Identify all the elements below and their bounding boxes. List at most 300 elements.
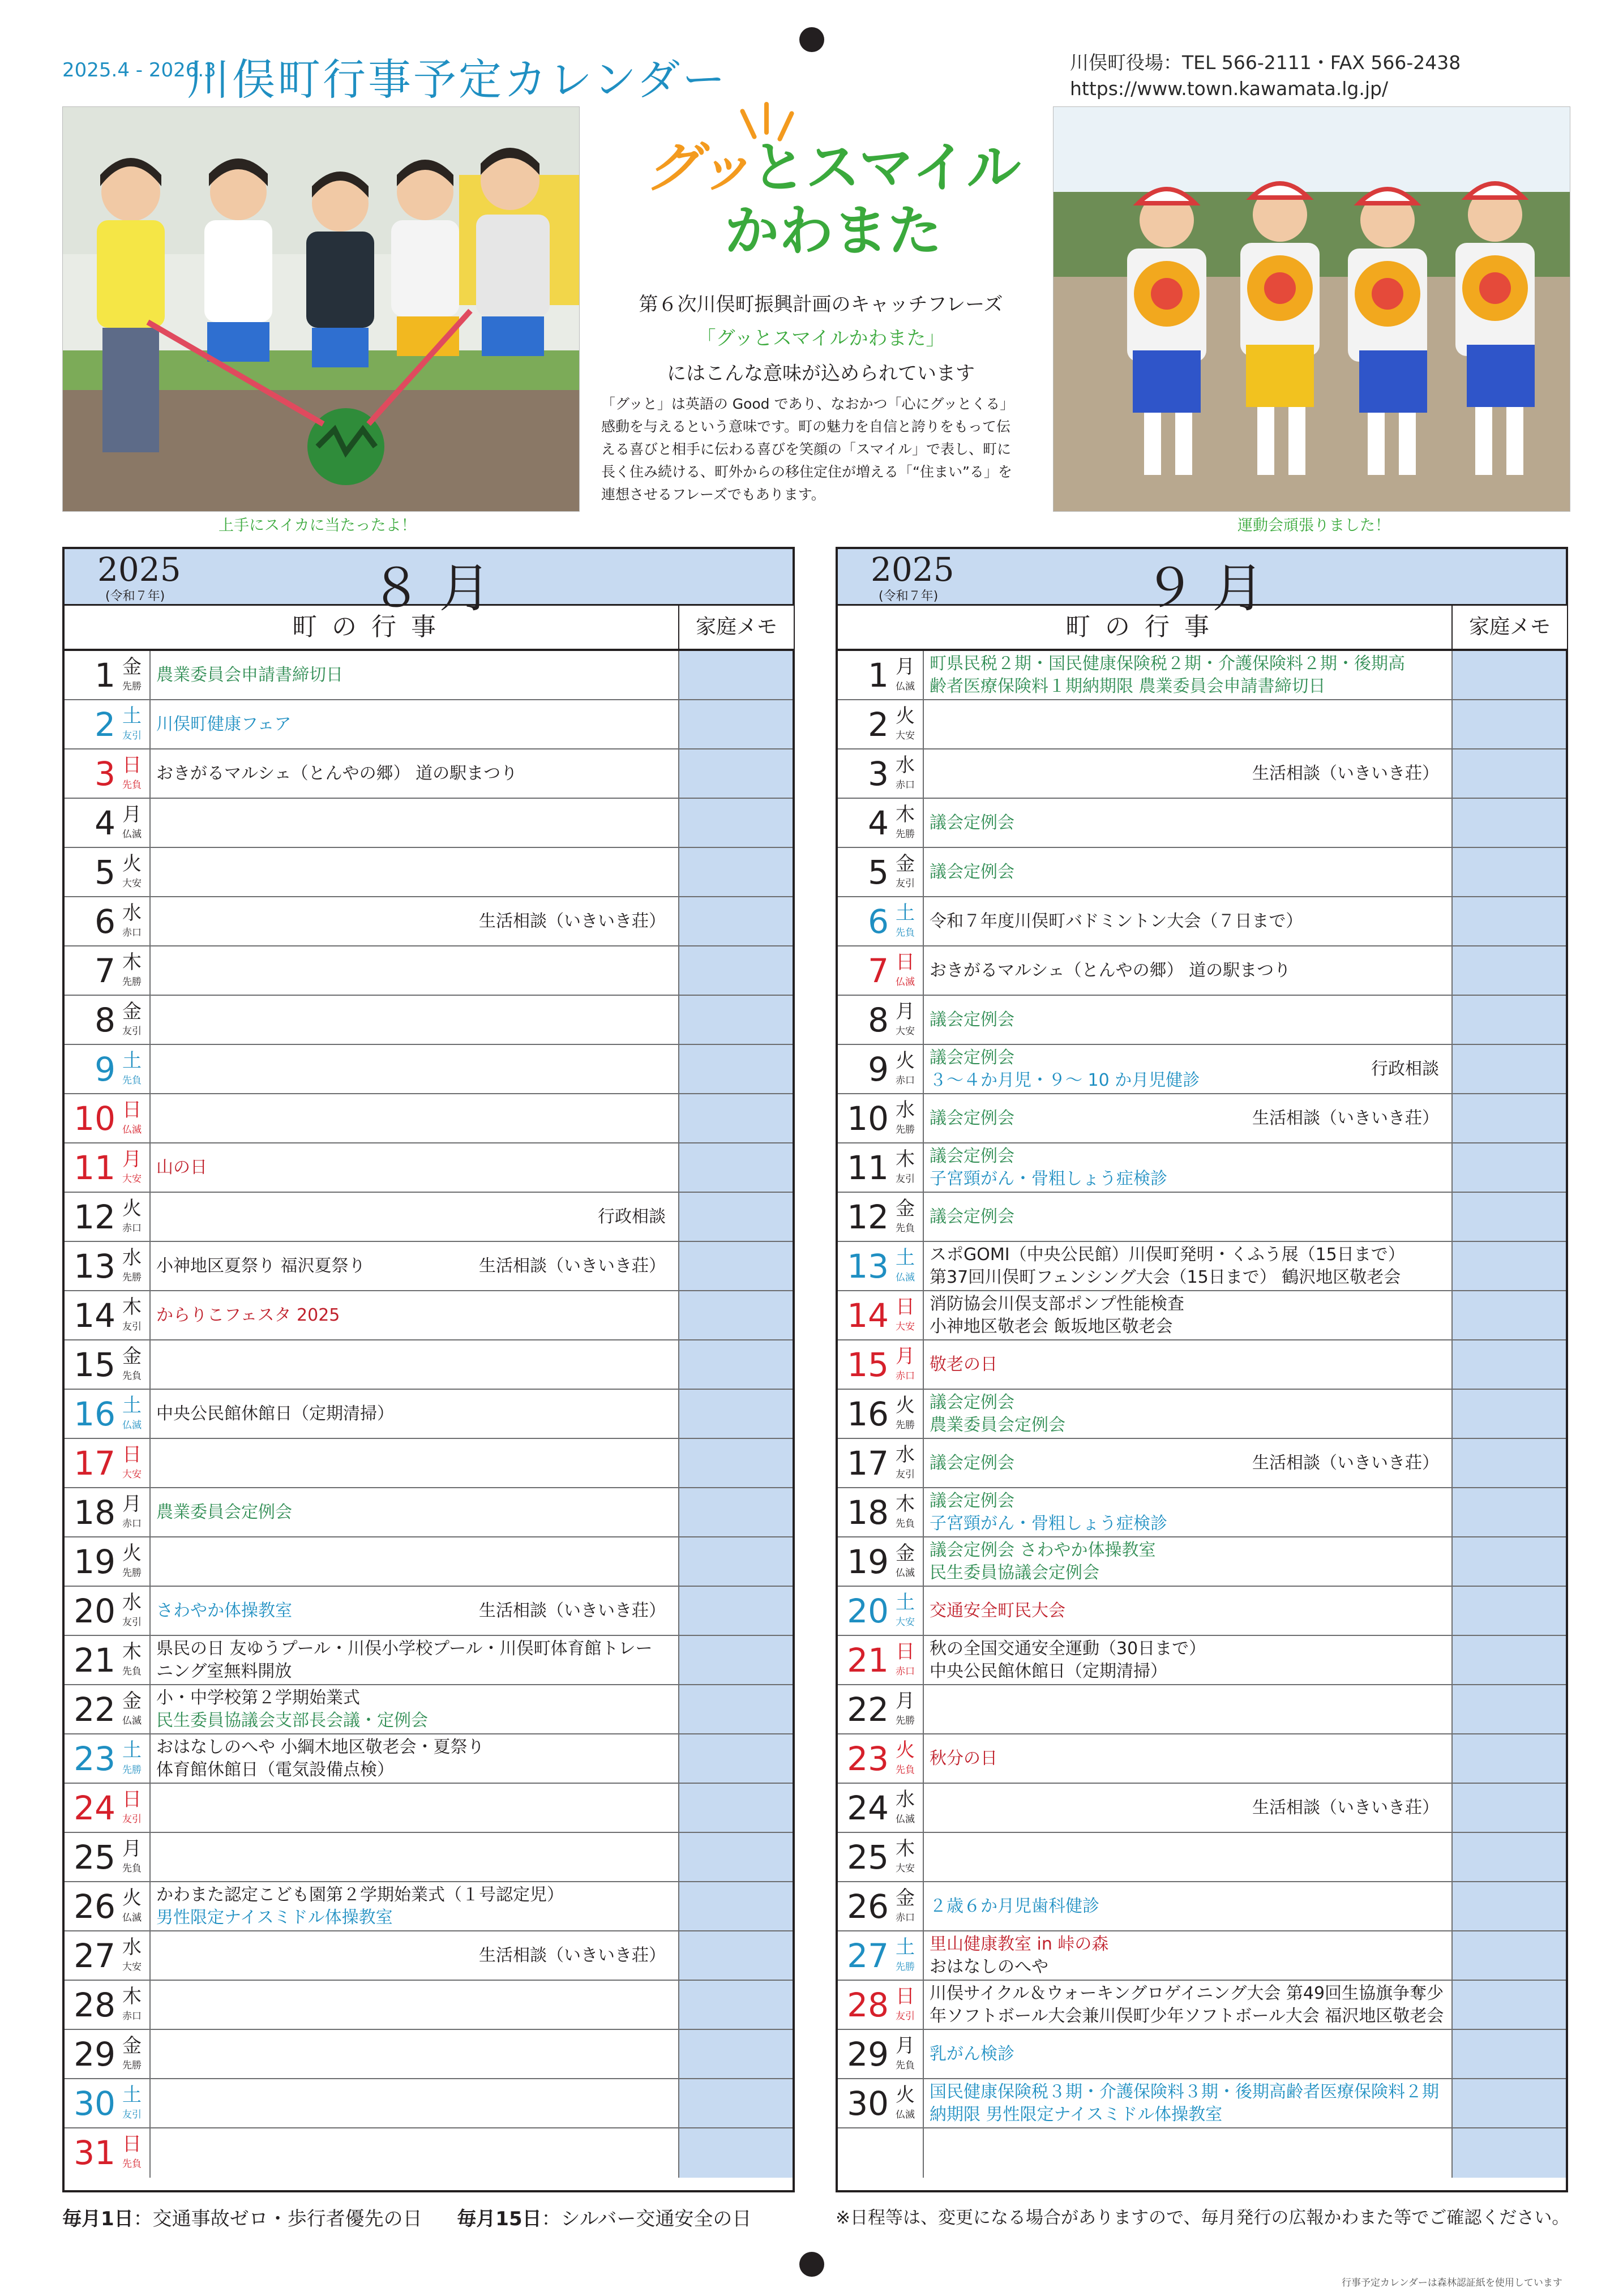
day-events <box>930 946 1445 995</box>
memo-cell[interactable] <box>1451 1587 1566 1635</box>
memo-cell[interactable] <box>678 1537 793 1586</box>
weekday-label: 火 <box>122 853 142 875</box>
calendar-day-row <box>838 1784 1566 1833</box>
day-events <box>156 1291 671 1339</box>
rokuyo-label: 先負 <box>122 779 142 791</box>
day-number: 30 <box>74 2084 115 2123</box>
day-number: 12 <box>74 1198 115 1236</box>
calendar-day-row <box>838 1636 1566 1685</box>
memo-cell[interactable] <box>678 1636 793 1684</box>
day-number: 17 <box>847 1444 889 1483</box>
memo-cell[interactable] <box>1451 1439 1566 1487</box>
day-events <box>156 1685 671 1733</box>
event-line: おきがるマルシェ（とんやの郷） 道の駅まつり <box>156 763 518 783</box>
day-events <box>930 848 1445 896</box>
day-separator <box>923 1833 924 1881</box>
memo-cell[interactable] <box>1451 1931 1566 1980</box>
day-separator <box>923 1587 924 1635</box>
rokuyo-label: 友引 <box>896 1469 915 1480</box>
rokuyo-label: 仏滅 <box>122 1715 142 1727</box>
memo-cell[interactable] <box>1451 848 1566 896</box>
day-events <box>156 1587 671 1635</box>
office-info <box>1070 50 1461 102</box>
memo-cell[interactable] <box>678 2079 793 2127</box>
day-separator <box>923 897 924 945</box>
day-number: 27 <box>74 1937 115 1975</box>
calendar-day-row <box>65 1242 793 1291</box>
rokuyo-label: 赤口 <box>896 1075 915 1086</box>
day-separator <box>923 1734 924 1783</box>
memo-cell[interactable] <box>678 1833 793 1881</box>
paper-note: 行事予定カレンダーは森林認証紙を使用しています <box>1342 2277 1562 2289</box>
memo-cell[interactable] <box>1451 1833 1566 1881</box>
day-separator <box>923 799 924 847</box>
memo-cell[interactable] <box>678 996 793 1044</box>
rokuyo-label: 友引 <box>122 730 142 742</box>
day-separator <box>149 1636 151 1684</box>
memo-cell[interactable] <box>678 1094 793 1142</box>
rokuyo-label: 先勝 <box>122 1567 142 1579</box>
day-number: 12 <box>847 1198 889 1236</box>
rokuyo-label: 大安 <box>122 878 142 889</box>
day-number: 31 <box>74 2134 115 2172</box>
day-events <box>930 1833 1445 1881</box>
memo-cell[interactable] <box>678 1784 793 1832</box>
day-separator <box>923 2079 924 2127</box>
memo-cell[interactable] <box>678 1193 793 1241</box>
desc-line: 「グッと」は英語の Good であり、なおかつ「心にグッとくる」 <box>601 396 1014 412</box>
day-separator <box>149 1340 151 1389</box>
day-events <box>930 1931 1445 1980</box>
weekday-label: 土 <box>896 902 915 924</box>
day-separator <box>149 799 151 847</box>
calendar-month: ９ 月 <box>1144 558 1265 619</box>
day-events <box>156 1636 671 1684</box>
calendar-day-row <box>65 651 793 700</box>
memo-cell[interactable] <box>678 1981 793 2029</box>
catchphrase-line3: にはこんな意味が込められています <box>667 362 975 385</box>
memo-cell[interactable] <box>1451 1882 1566 1930</box>
day-events <box>930 749 1445 798</box>
weekday-label: 木 <box>122 951 142 974</box>
column-memo-label: 家庭メモ <box>1451 606 1567 649</box>
memo-cell[interactable] <box>678 1439 793 1487</box>
memo-cell[interactable] <box>678 749 793 798</box>
calendar-year: 2025 <box>97 550 181 589</box>
rokuyo-label: 仏滅 <box>122 1124 142 1136</box>
rokuyo-label: 先勝 <box>896 829 915 840</box>
calendar-day-row <box>65 1143 793 1193</box>
calendar-day-row <box>838 1931 1566 1981</box>
day-events <box>156 1143 671 1192</box>
memo-cell[interactable] <box>1451 700 1566 748</box>
weekday-label: 日 <box>896 1640 915 1663</box>
memo-cell[interactable] <box>1451 2128 1566 2178</box>
event-line: 農業委員会定例会 <box>930 1415 1065 1435</box>
rokuyo-label: 先負 <box>122 1666 142 1677</box>
calendar-day-row <box>838 1587 1566 1636</box>
day-events <box>930 1685 1445 1733</box>
weekday-label: 金 <box>896 1542 915 1565</box>
day-events <box>930 2128 1445 2178</box>
photo-children-watermelon-image <box>63 107 579 511</box>
day-events <box>930 1784 1445 1832</box>
day-separator <box>923 996 924 1044</box>
memo-cell[interactable] <box>678 1291 793 1339</box>
day-events <box>156 996 671 1044</box>
day-events <box>156 1734 671 1783</box>
day-number: 2 <box>95 705 115 744</box>
weekday-label: 水 <box>122 902 142 924</box>
weekday-label: 水 <box>896 754 915 777</box>
memo-cell[interactable] <box>1451 651 1566 699</box>
weekday-label: 火 <box>896 1394 915 1417</box>
day-number: 16 <box>847 1395 889 1433</box>
calendar-day-row <box>65 700 793 749</box>
calendar-day-row <box>65 1439 793 1488</box>
event-line: 納期限 男性限定ナイスミドル体操教室 <box>930 2104 1223 2124</box>
rokuyo-label: 先勝 <box>896 1961 915 1973</box>
weekday-label: 土 <box>122 1394 142 1417</box>
event-line: 議会定例会 <box>930 1047 1014 1068</box>
memo-cell[interactable] <box>678 946 793 995</box>
rokuyo-label: 先負 <box>896 2060 915 2071</box>
slogan-part3: かわまた <box>725 199 942 263</box>
day-separator <box>149 1882 151 1930</box>
weekday-label: 日 <box>122 754 142 777</box>
day-events <box>156 1833 671 1881</box>
event-line: 齢者医療保険料１期納期限 農業委員会申請書締切日 <box>930 676 1326 696</box>
day-separator <box>149 946 151 995</box>
day-events <box>156 2128 671 2178</box>
day-events <box>156 946 671 995</box>
day-number: 28 <box>74 1986 115 2024</box>
day-separator <box>149 749 151 798</box>
office-url[interactable]: https://www.town.kawamata.lg.jp/ <box>1070 78 1389 100</box>
weekday-label: 木 <box>896 803 915 826</box>
calendar-day-row <box>838 1488 1566 1537</box>
day-number: 18 <box>847 1493 889 1532</box>
day-events <box>156 799 671 847</box>
rokuyo-label: 仏滅 <box>896 1567 915 1579</box>
day-number: 25 <box>847 1838 889 1877</box>
event-line: 議会定例会 <box>930 1146 1014 1166</box>
rokuyo-label: 赤口 <box>896 1370 915 1382</box>
memo-cell[interactable] <box>1451 897 1566 945</box>
memo-cell[interactable] <box>678 651 793 699</box>
day-events <box>156 1193 671 1241</box>
event-line: 議会定例会 <box>930 812 1014 833</box>
day-separator <box>149 651 151 699</box>
day-events <box>930 1882 1445 1930</box>
memo-cell[interactable] <box>678 799 793 847</box>
day-separator <box>149 897 151 945</box>
day-events <box>156 1094 671 1142</box>
rokuyo-label: 大安 <box>896 1026 915 1037</box>
day-number: 9 <box>868 1050 889 1089</box>
memo-cell[interactable] <box>678 2030 793 2078</box>
calendar-day-row <box>65 799 793 848</box>
day-separator <box>149 1537 151 1586</box>
event-line: 農業委員会申請書締切日 <box>156 665 343 685</box>
rokuyo-label: 先勝 <box>122 1764 142 1776</box>
catchphrase-line1: 第６次川俣町振興計画のキャッチフレーズ <box>639 293 1003 316</box>
calendar-era: (令和７年) <box>105 589 165 603</box>
rokuyo-label: 仏滅 <box>122 829 142 840</box>
slogan-spark-mark <box>764 102 769 135</box>
event-line: 議会定例会 <box>930 862 1014 882</box>
rokuyo-label: 仏滅 <box>122 1420 142 1431</box>
footer-day1-text: ：交通事故ゼロ・歩行者優先の日 <box>133 2208 422 2230</box>
day-separator <box>923 1636 924 1684</box>
day-events <box>930 1340 1445 1389</box>
memo-cell[interactable] <box>1451 1734 1566 1783</box>
memo-cell[interactable] <box>1451 749 1566 798</box>
memo-cell[interactable] <box>678 1931 793 1980</box>
event-line: おきがるマルシェ（とんやの郷） 道の駅まつり <box>930 960 1291 980</box>
memo-cell[interactable] <box>1451 1537 1566 1586</box>
memo-cell[interactable] <box>1451 2079 1566 2127</box>
calendar-day-row <box>838 799 1566 848</box>
rokuyo-label: 大安 <box>896 1617 915 1628</box>
calendar-day-row <box>838 1981 1566 2030</box>
slogan-spark-mark <box>739 108 757 140</box>
memo-cell[interactable] <box>1451 1193 1566 1241</box>
calendar-day-row <box>838 1094 1566 1143</box>
day-events <box>156 1439 671 1487</box>
weekday-label: 土 <box>896 1591 915 1614</box>
footer-day1-label: 毎月1日 <box>62 2208 134 2230</box>
day-number: 26 <box>74 1887 115 1926</box>
calendar-day-row <box>838 848 1566 897</box>
memo-cell[interactable] <box>1451 1143 1566 1192</box>
day-separator <box>923 1340 924 1389</box>
day-separator <box>923 1045 924 1093</box>
memo-cell[interactable] <box>678 1340 793 1389</box>
day-separator <box>149 1143 151 1192</box>
day-number: 2 <box>868 705 889 744</box>
day-separator <box>149 1193 151 1241</box>
calendar-header <box>65 549 793 619</box>
event-line: ２歳６か月児歯科健診 <box>930 1896 1099 1916</box>
column-headers <box>838 606 1566 651</box>
rokuyo-label: 仏滅 <box>896 1272 915 1283</box>
memo-cell[interactable] <box>1451 1094 1566 1142</box>
day-number: 11 <box>847 1149 889 1187</box>
consultation-label: 生活相談（いきいき荘） <box>479 1600 666 1621</box>
memo-cell[interactable] <box>678 1882 793 1930</box>
column-memo-label: 家庭メモ <box>678 606 794 649</box>
caption-left: 上手にスイカに当たったよ！ <box>219 517 417 534</box>
rokuyo-label: 先負 <box>122 1863 142 1874</box>
event-line: 民生委員協議会支部長会議・定例会 <box>156 1710 428 1730</box>
day-separator <box>923 1439 924 1487</box>
day-events <box>930 2030 1445 2078</box>
calendar-day-row <box>838 1734 1566 1784</box>
memo-cell[interactable] <box>678 700 793 748</box>
day-separator <box>923 1537 924 1586</box>
event-line: ３～４か月児・９～ 10 か月児健診 <box>930 1070 1200 1090</box>
weekday-label: 火 <box>896 1739 915 1762</box>
consultation-label: 生活相談（いきいき荘） <box>1252 1108 1439 1128</box>
rokuyo-label: 友引 <box>122 1026 142 1037</box>
day-separator <box>149 700 151 748</box>
memo-cell[interactable] <box>1451 1390 1566 1438</box>
memo-cell[interactable] <box>1451 946 1566 995</box>
event-line: 消防協会川俣支部ポンプ性能検査 <box>930 1293 1184 1314</box>
event-line: 小神地区敬老会 飯坂地区敬老会 <box>930 1316 1173 1337</box>
day-separator <box>149 848 151 896</box>
day-events <box>156 1931 671 1980</box>
rokuyo-label: 仏滅 <box>896 2109 915 2121</box>
day-separator <box>149 1045 151 1093</box>
memo-cell[interactable] <box>1451 1242 1566 1290</box>
day-number: 22 <box>847 1690 889 1729</box>
weekday-label: 木 <box>896 1493 915 1515</box>
memo-cell[interactable] <box>678 1045 793 1093</box>
weekday-label: 土 <box>896 1936 915 1959</box>
memo-cell[interactable] <box>1451 1784 1566 1832</box>
memo-cell[interactable] <box>678 897 793 945</box>
memo-cell[interactable] <box>1451 1045 1566 1093</box>
weekday-label: 土 <box>896 1246 915 1269</box>
memo-cell[interactable] <box>678 1390 793 1438</box>
footer-notice: ※日程等は、変更になる場合がありますので、毎月発行の広報かわまた等でご確認ください。 <box>836 2208 1570 2228</box>
calendar-day-row <box>65 2079 793 2128</box>
weekday-label: 土 <box>122 1739 142 1762</box>
calendar-day-row <box>65 1734 793 1784</box>
weekday-label: 金 <box>896 853 915 875</box>
day-events <box>930 1439 1445 1487</box>
memo-cell[interactable] <box>1451 1685 1566 1733</box>
memo-cell[interactable] <box>678 1242 793 1290</box>
weekday-label: 土 <box>122 705 142 727</box>
day-number: 15 <box>74 1346 115 1384</box>
weekday-label: 土 <box>122 2084 142 2106</box>
rokuyo-label: 先勝 <box>122 2060 142 2071</box>
event-line: 交通安全町民大会 <box>930 1600 1065 1621</box>
day-events <box>930 799 1445 847</box>
slogan-logo <box>645 136 1021 263</box>
calendar-era: (令和７年) <box>879 589 939 603</box>
day-number: 19 <box>74 1543 115 1581</box>
calendar-day-row <box>838 1242 1566 1291</box>
day-separator <box>923 1981 924 2029</box>
day-events <box>930 651 1445 699</box>
rokuyo-label: 大安 <box>122 1961 142 1973</box>
calendar-day-row <box>838 1882 1566 1931</box>
calendar-day-row <box>838 2030 1566 2079</box>
memo-cell[interactable] <box>678 1488 793 1536</box>
event-line: 県民の日 友ゆうプール・川俣小学校プール・川俣町体育館トレー <box>156 1638 653 1659</box>
memo-cell[interactable] <box>1451 1981 1566 2029</box>
memo-cell[interactable] <box>678 1587 793 1635</box>
event-line: 年ソフトボール大会兼川俣町少年ソフトボール大会 福沢地区敬老会 <box>930 2006 1444 2026</box>
calendar-day-row <box>65 2128 793 2178</box>
day-events <box>156 1390 671 1438</box>
consultation-label: 生活相談（いきいき荘） <box>1252 763 1439 783</box>
period-label: 2025.4 - 2026.3 <box>62 59 216 82</box>
memo-cell[interactable] <box>678 2128 793 2178</box>
memo-cell[interactable] <box>1451 1340 1566 1389</box>
weekday-label: 金 <box>122 656 142 678</box>
weekday-label: 月 <box>896 1690 915 1712</box>
weekday-label: 月 <box>896 1000 915 1023</box>
day-separator <box>149 1291 151 1339</box>
rokuyo-label: 先負 <box>896 1518 915 1530</box>
memo-cell[interactable] <box>678 1143 793 1192</box>
memo-cell[interactable] <box>1451 2030 1566 2078</box>
day-events <box>156 848 671 896</box>
day-number: 25 <box>74 1838 115 1877</box>
memo-cell[interactable] <box>1451 1291 1566 1339</box>
weekday-label: 月 <box>896 656 915 678</box>
calendar-day-row <box>838 749 1566 799</box>
day-events <box>930 1537 1445 1586</box>
rokuyo-label: 先負 <box>896 927 915 939</box>
day-number: 24 <box>74 1789 115 1827</box>
day-number: 5 <box>95 853 115 892</box>
day-number: 27 <box>847 1937 889 1975</box>
weekday-label: 金 <box>122 1000 142 1023</box>
day-number: 3 <box>868 755 889 793</box>
weekday-label: 月 <box>122 1148 142 1171</box>
rokuyo-label: 赤口 <box>122 1518 142 1530</box>
day-separator <box>923 1143 924 1192</box>
day-number: 5 <box>868 853 889 892</box>
weekday-label: 火 <box>122 1542 142 1565</box>
memo-cell[interactable] <box>678 1734 793 1783</box>
weekday-label: 金 <box>122 1690 142 1712</box>
calendar-day-row <box>838 1685 1566 1734</box>
day-events <box>156 700 671 748</box>
weekday-label: 木 <box>122 1985 142 2008</box>
event-line: 体育館休館日（電気設備点検） <box>156 1759 394 1780</box>
photo-children-watermelon <box>62 106 580 512</box>
calendar-day-row <box>65 1833 793 1882</box>
rokuyo-label: 友引 <box>896 878 915 889</box>
memo-cell[interactable] <box>1451 1488 1566 1536</box>
weekday-label: 水 <box>122 1591 142 1614</box>
event-line: ニング室無料開放 <box>156 1661 292 1681</box>
calendar-day-row <box>838 1143 1566 1193</box>
event-line: 川俣サイクル＆ウォーキングロゲイニング大会 第49回生協旗争奪少 <box>930 1983 1444 2003</box>
desc-line: える喜びと相手に伝わる喜びを笑顔の「スマイル」で表し、町に <box>601 441 1012 457</box>
event-line: 中央公民館休館日（定期清掃） <box>930 1661 1167 1681</box>
day-number: 24 <box>847 1789 889 1827</box>
calendar-day-row <box>838 897 1566 946</box>
rokuyo-label: 赤口 <box>122 2011 142 2022</box>
memo-cell[interactable] <box>678 1685 793 1733</box>
memo-cell[interactable] <box>1451 799 1566 847</box>
rokuyo-label: 大安 <box>122 1469 142 1480</box>
memo-cell[interactable] <box>678 848 793 896</box>
memo-cell[interactable] <box>1451 996 1566 1044</box>
day-events <box>930 1488 1445 1536</box>
day-number: 17 <box>74 1444 115 1483</box>
day-separator <box>149 2128 151 2178</box>
day-separator <box>149 996 151 1044</box>
calendar-day-row <box>838 996 1566 1045</box>
calendar-day-row <box>65 2030 793 2079</box>
memo-cell[interactable] <box>1451 1636 1566 1684</box>
event-line: 民生委員協議会定例会 <box>930 1562 1099 1583</box>
calendar-day-row <box>65 749 793 799</box>
weekday-label: 日 <box>896 1296 915 1318</box>
day-number: 10 <box>74 1099 115 1138</box>
rokuyo-label: 先負 <box>896 1764 915 1776</box>
weekday-label: 日 <box>122 1443 142 1466</box>
